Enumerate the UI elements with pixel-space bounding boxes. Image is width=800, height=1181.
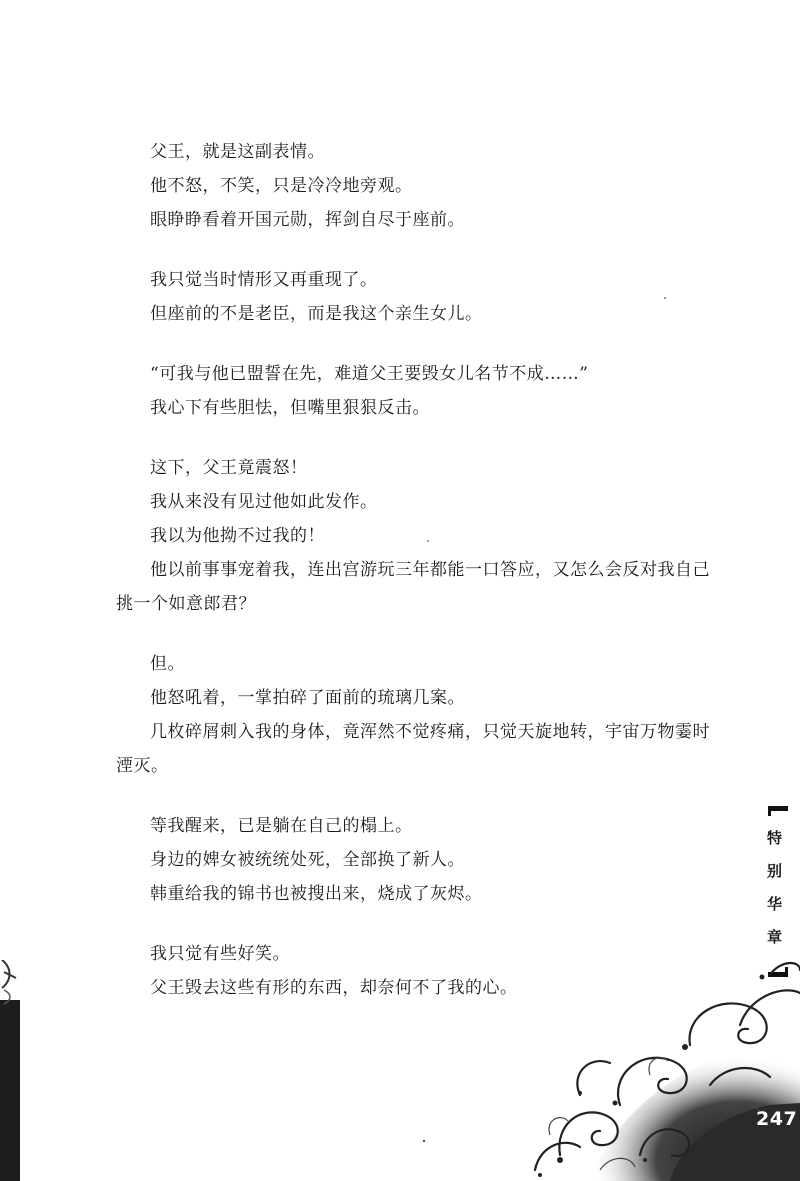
paragraph: 我只觉有些好笑。 <box>150 944 290 964</box>
paragraph: 我以为他拗不过我的！ <box>150 526 325 546</box>
chapter-label: 特别华章 <box>765 830 783 962</box>
paragraph: 父王毁去这些有形的东西，却奈何不了我的心。 <box>150 978 518 998</box>
paragraph: 但。 <box>150 654 185 674</box>
paragraph: 眼睁睁看着开国元勋，挥剑自尽于座前。 <box>150 210 465 230</box>
page-number: 247 <box>756 1108 798 1130</box>
paragraph: 我心下有些胆怯，但嘴里狠狠反击。 <box>150 398 430 418</box>
paragraph: 父王，就是这副表情。 <box>150 142 325 162</box>
paragraph: 但座前的不是老臣，而是我这个亲生女儿。 <box>150 304 483 324</box>
paragraph: 他怒吼着，一掌拍碎了面前的琉璃几案。 <box>150 688 465 708</box>
paragraph: 韩重给我的锦书也被搜出来，烧成了灰烬。 <box>150 884 483 904</box>
paragraph: 身边的婢女被统统处死，全部换了新人。 <box>150 850 465 870</box>
paragraph: 等我醒来，已是躺在自己的榻上。 <box>150 816 413 836</box>
paragraph: 他以前事事宠着我，连出宫游玩三年都能一口答应，又怎么会反对我自己挑一个如意郎君？ <box>116 560 710 614</box>
paragraph: 我从来没有见过他如此发作。 <box>150 492 378 512</box>
paragraph: 几枚碎屑刺入我的身体，竟浑然不觉疼痛，只觉天旋地转，宇宙万物霎时湮灭。 <box>116 722 710 776</box>
paragraph: 我只觉当时情形又再重现了。 <box>150 270 378 290</box>
paragraph: “可我与他已盟誓在先，难道父王要毁女儿名节不成……” <box>150 364 589 384</box>
paragraph: 他不怒，不笑，只是冷冷地旁观。 <box>150 176 413 196</box>
paragraph: 这下，父王竟震怒！ <box>150 458 308 478</box>
